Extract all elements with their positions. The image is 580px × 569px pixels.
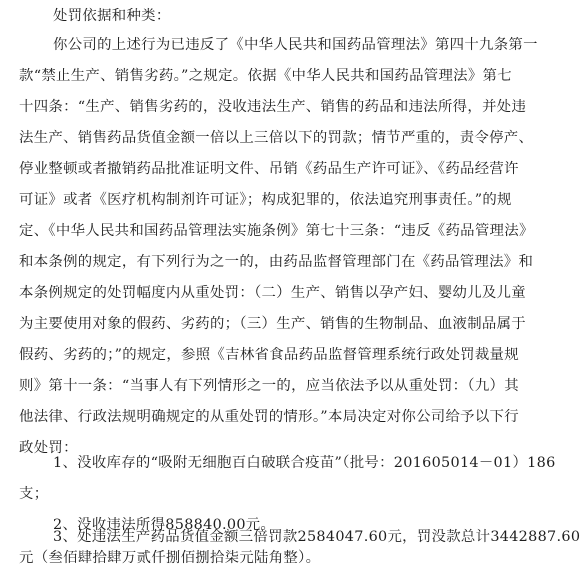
text-line: 他法律、行政法规明确规定的从重处罚的情形。”本局决定对你公司给予以下行 [19, 409, 519, 425]
section-heading: 处罚依据和种类： [53, 8, 171, 24]
text-line: 款“禁止生产、销售劣药。”之规定。依据《中华人民共和国药品管理法》第七 [19, 68, 512, 84]
text-line: 停业整顿或者撤销药品批准证明文件、吊销《药品生产许可证》、《药品经营许 [19, 161, 519, 177]
text-line: 可证》或者《医疗机构制剂许可证》；构成犯罪的，依法追究刑事责任。”的规 [19, 192, 512, 208]
text-line: 假药、劣药的；”的规定，参照《吉林省食品药品监督管理系统行政处罚裁量规 [19, 347, 519, 363]
text-line: 元（叁佰肆拾肆万贰仟捌佰捌拾柒元陆角整）。 [19, 550, 321, 566]
text-line: 十四条：“生产、销售劣药的，没收违法生产、销售的药品和违法所得，并处违 [19, 99, 527, 115]
text-line: 支； [19, 486, 49, 502]
text-line: 法生产、销售药品货值金额一倍以上三倍以下的罚款；情节严重的，责令停产、 [19, 130, 534, 146]
text-line: 本条例规定的处罚幅度内从重处罚：（二）生产、销售以孕产妇、婴幼儿及儿童 [19, 285, 526, 301]
text-line: 3、处违法生产药品货值金额三倍罚款2584047.60元，罚没款总计3442887.60 [53, 529, 580, 545]
text-line: 政处罚： [19, 440, 78, 456]
text-line: 你公司的上述行为已违反了《中华人民共和国药品管理法》第四十九条第一 [53, 37, 538, 53]
text-line: 则》第十一条：“当事人有下列情形之一的，应当依法予以从重处罚：（九）其 [19, 378, 519, 394]
text-line: 定、《中华人民共和国药品管理法实施条例》第七十三条：“违反《药品管理法》 [19, 223, 534, 239]
text-line: 和本条例的规定，有下列行为之一的，由药品监督管理部门在《药品管理法》和 [19, 254, 534, 270]
text-line: 1、没收库存的“吸附无细胞百白破联合疫苗”（批号：201605014－01）186 [53, 455, 556, 471]
text-line: 2、没收违法所得858840.00元。 [53, 517, 276, 533]
text-line: 为主要使用对象的假药、劣药的；（三）生产、销售的生物制品、血液制品属于 [19, 316, 526, 332]
